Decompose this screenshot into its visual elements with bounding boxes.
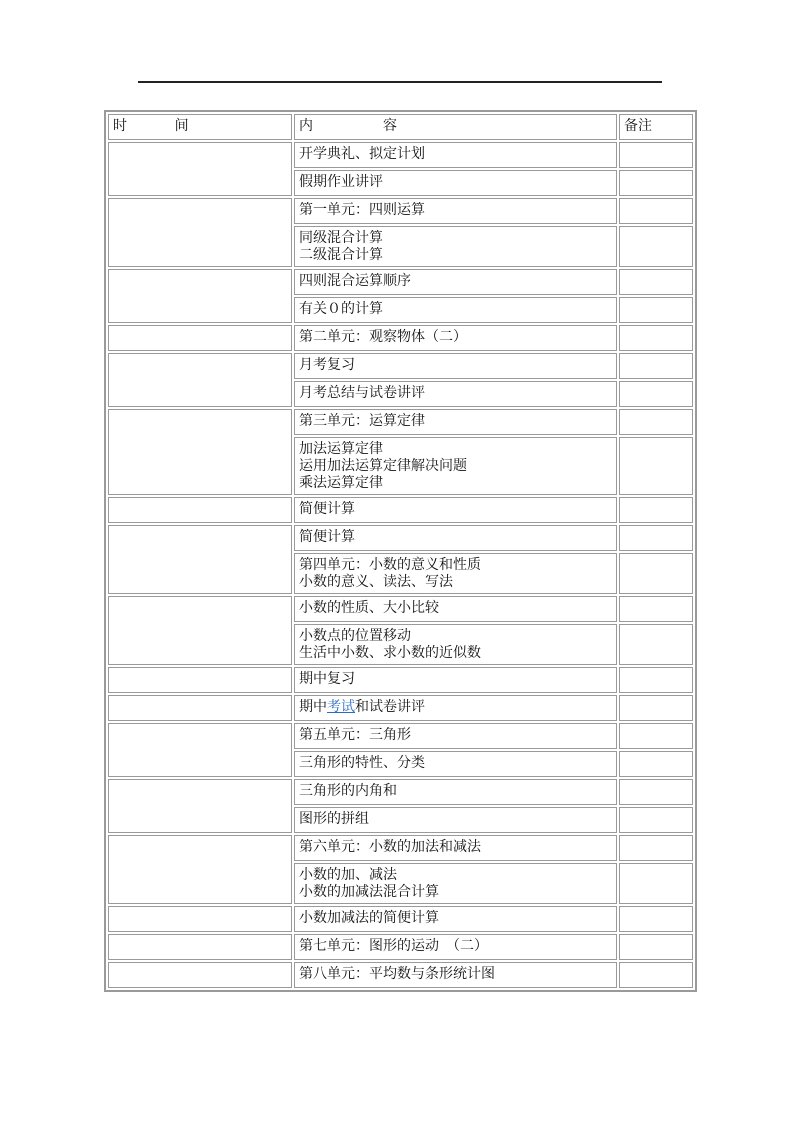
time-cell xyxy=(108,906,292,932)
time-cell xyxy=(108,962,292,988)
remark-cell xyxy=(619,667,693,693)
content-line: 第七单元：图形的运动 （二） xyxy=(299,938,488,954)
content-line: 加法运算定律 xyxy=(299,441,383,457)
content-line: 第八单元：平均数与条形统计图 xyxy=(299,966,495,982)
remark-cell xyxy=(619,170,693,196)
content-cell xyxy=(294,906,617,932)
table-row xyxy=(108,353,693,379)
content-line: 四则混合运算顺序 xyxy=(299,273,411,289)
remark-cell xyxy=(619,962,693,988)
remark-cell xyxy=(619,269,693,295)
content-line: 小数点的位置移动 xyxy=(299,628,411,644)
content-cell xyxy=(294,934,617,960)
time-cell xyxy=(108,497,292,523)
remark-cell xyxy=(619,695,693,721)
header-time: 时 间 xyxy=(108,114,292,140)
content-line: 月考复习 xyxy=(299,357,355,373)
content-line: 有关０的计算 xyxy=(299,301,383,317)
remark-cell xyxy=(619,525,693,551)
remark-cell xyxy=(619,779,693,805)
time-cell xyxy=(108,353,292,407)
content-cell xyxy=(294,269,617,295)
exam-link[interactable]: 考试 xyxy=(327,699,355,715)
remark-cell xyxy=(619,807,693,833)
content-cell xyxy=(294,226,617,267)
content-text-before: 期中 xyxy=(299,699,327,715)
content-line: 月考总结与试卷讲评 xyxy=(299,385,425,401)
content-line: 小数的意义、读法、写法 xyxy=(299,574,453,590)
remark-cell xyxy=(619,297,693,323)
content-cell xyxy=(294,170,617,196)
time-cell xyxy=(108,142,292,196)
time-cell xyxy=(108,723,292,777)
table-row xyxy=(108,525,693,551)
remark-cell xyxy=(619,553,693,594)
content-line: 乘法运算定律 xyxy=(299,475,383,491)
table-row xyxy=(108,269,693,295)
content-line: 第三单元：运算定律 xyxy=(299,413,425,429)
time-cell xyxy=(108,325,292,351)
header-row xyxy=(108,114,693,140)
content-cell xyxy=(294,863,617,904)
content-cell xyxy=(294,198,617,224)
content-cell xyxy=(294,962,617,988)
remark-cell xyxy=(619,934,693,960)
remark-cell xyxy=(619,142,693,168)
table-row xyxy=(108,695,693,721)
table-row xyxy=(108,962,693,988)
table-row xyxy=(108,906,693,932)
content-cell xyxy=(294,297,617,323)
schedule-table xyxy=(104,110,697,992)
time-cell xyxy=(108,269,292,323)
remark-cell xyxy=(619,723,693,749)
content-line: 运用加法运算定律解决问题 xyxy=(299,458,467,474)
remark-cell xyxy=(619,409,693,435)
remark-cell xyxy=(619,497,693,523)
header-content: 内 容 xyxy=(294,114,617,140)
content-line: 假期作业讲评 xyxy=(299,174,383,190)
schedule-body xyxy=(108,142,693,988)
remark-cell xyxy=(619,751,693,777)
header-remark: 备注 xyxy=(619,114,693,140)
content-line: 第二单元：观察物体（二） xyxy=(299,329,467,345)
table-row xyxy=(108,142,693,168)
remark-cell xyxy=(619,198,693,224)
content-cell xyxy=(294,409,617,435)
time-cell xyxy=(108,695,292,721)
table-row xyxy=(108,835,693,861)
table-row xyxy=(108,723,693,749)
content-cell xyxy=(294,437,617,495)
content-cell xyxy=(294,553,617,594)
table-row xyxy=(108,779,693,805)
content-line: 生活中小数、求小数的近似数 xyxy=(299,645,481,661)
content-cell xyxy=(294,667,617,693)
content-line: 简便计算 xyxy=(299,501,355,517)
time-cell xyxy=(108,198,292,267)
time-cell xyxy=(108,934,292,960)
content-line: 小数的加、减法 xyxy=(299,867,397,883)
table-row xyxy=(108,198,693,224)
table-row xyxy=(108,409,693,435)
content-line: 期中复习 xyxy=(299,671,355,687)
table-row xyxy=(108,596,693,622)
content-cell xyxy=(294,525,617,551)
content-line: 开学典礼、拟定计划 xyxy=(299,146,425,162)
content-cell xyxy=(294,325,617,351)
table-row xyxy=(108,497,693,523)
remark-cell xyxy=(619,353,693,379)
content-line: 三角形的特性、分类 xyxy=(299,755,425,771)
remark-cell xyxy=(619,624,693,665)
time-cell xyxy=(108,409,292,495)
content-line: 同级混合计算 xyxy=(299,230,383,246)
content-cell xyxy=(294,624,617,665)
content-line: 三角形的内角和 xyxy=(299,783,397,799)
content-cell xyxy=(294,381,617,407)
content-line: 第六单元：小数的加法和减法 xyxy=(299,839,481,855)
remark-cell xyxy=(619,863,693,904)
content-text xyxy=(299,699,425,715)
content-cell xyxy=(294,695,617,721)
content-cell xyxy=(294,835,617,861)
content-cell xyxy=(294,142,617,168)
content-text-after: 和试卷讲评 xyxy=(355,699,425,715)
content-line: 小数的性质、大小比较 xyxy=(299,600,439,616)
time-cell xyxy=(108,525,292,594)
content-line: 图形的拼组 xyxy=(299,811,369,827)
content-cell xyxy=(294,779,617,805)
remark-cell xyxy=(619,226,693,267)
time-cell xyxy=(108,835,292,904)
top-rule xyxy=(138,81,662,83)
content-line: 二级混合计算 xyxy=(299,247,383,263)
content-cell xyxy=(294,353,617,379)
content-line: 小数加减法的简便计算 xyxy=(299,910,439,926)
remark-cell xyxy=(619,437,693,495)
content-cell xyxy=(294,497,617,523)
content-cell xyxy=(294,751,617,777)
time-cell xyxy=(108,779,292,833)
content-line: 简便计算 xyxy=(299,529,355,545)
table-row xyxy=(108,934,693,960)
remark-cell xyxy=(619,596,693,622)
content-cell xyxy=(294,807,617,833)
remark-cell xyxy=(619,381,693,407)
time-cell xyxy=(108,596,292,665)
remark-cell xyxy=(619,325,693,351)
content-line: 第一单元：四则运算 xyxy=(299,202,425,218)
content-line: 小数的加减法混合计算 xyxy=(299,884,439,900)
table-row xyxy=(108,667,693,693)
time-cell xyxy=(108,667,292,693)
content-line: 第四单元：小数的意义和性质 xyxy=(299,557,481,573)
content-line: 第五单元：三角形 xyxy=(299,727,411,743)
content-cell xyxy=(294,596,617,622)
table-row xyxy=(108,325,693,351)
remark-cell xyxy=(619,835,693,861)
content-cell xyxy=(294,723,617,749)
remark-cell xyxy=(619,906,693,932)
